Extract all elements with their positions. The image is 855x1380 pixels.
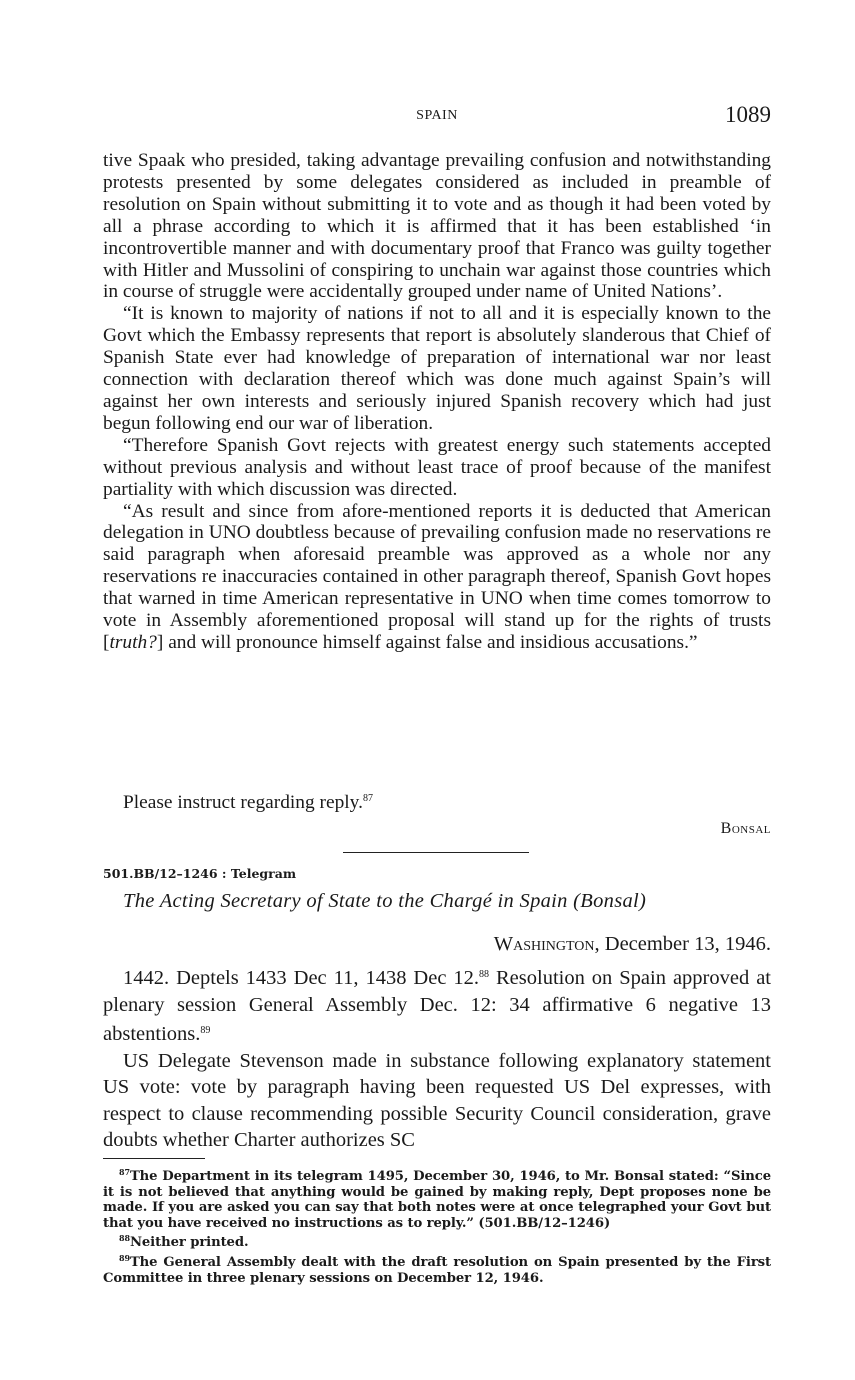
text-span: “As result and since from afore-mentioned reports it is deducted that American delegation in UNO doubtless because of prevailing confusion made no reservations re said paragraph when aforesaid preamble was approved as a whole nor any reservations re inaccuracies contained in other paragraph thereof, Spanish Govt hopes that warned in time American representative in UNO when time comes tomorrow to vote in Assembly aforementioned proposal will stand up for the rights of trusts [: [103, 500, 771, 653]
telegram-paragraph: US Delegate Stevenson made in substance following explanatory statement US vote: vote by paragraph having been requested US Del expresses, with respect to clause recommending possible Security Council consideration, grave doubts whether Charter authorizes SC: [103, 1049, 771, 1151]
telegram-paragraph: [103, 962, 771, 1048]
footnote-ref: 89: [200, 1025, 211, 1036]
body-paragraph: “It is known to majority of nations if not to all and it is especially known to the Govt which the Embassy represents that report is absolutely slanderous that Chief of Spanish State ever had knowledge of preparation of international war nor least connection with declaration thereof which was done much against Spain’s will against her own interests and seriously injured Spanish recovery which had just begun following end our war of liberation.: [103, 303, 771, 434]
footnote-ref: 87: [362, 793, 373, 804]
dateline-place: Washington: [493, 933, 595, 955]
running-title: SPAIN: [416, 108, 458, 123]
text-span: Resolution on Spain approved at plenary session General Assembly Dec. 12: 34 affirmative 6 negative 13 abstentions.: [103, 967, 771, 1045]
instruct-text: Please instruct regarding reply.: [123, 792, 363, 813]
footnote-text: Neither printed.: [129, 1235, 249, 1251]
footnote: [103, 1165, 771, 1231]
footnotes: [103, 1165, 771, 1286]
footnote-number: 89: [119, 1252, 130, 1263]
dateline-date: , December 13, 1946.: [594, 933, 771, 955]
body-text: [103, 150, 771, 654]
file-reference: 501.BB/12–1246 : Telegram: [103, 866, 297, 881]
text-span: ] and will pronounce himself against false and insidious accusations.”: [156, 631, 698, 653]
section-divider: [343, 852, 529, 853]
italic-insertion: truth?: [109, 631, 157, 653]
running-header: [103, 102, 771, 132]
signature: Bonsal: [720, 820, 771, 837]
page-number: 1089: [725, 102, 771, 127]
dateline: [494, 933, 771, 956]
footnote-number: 88: [119, 1233, 130, 1244]
body-paragraph-last: [103, 501, 771, 654]
body-paragraph: tive Spaak who presided, taking advantage prevailing confusion and notwithstanding protests presented by some delegates considered as included in preamble of resolution on Spain without submitting it to vote and as though it had been voted by all a phrase according to which it is affirmed that it has been established ‘in incontrovertible manner and with documentary proof that Franco was guilty together with Hitler and Mussolini of conspiring to unchain war against those countries which in course of struggle were accidentally grouped under name of United Nations’.: [103, 150, 771, 303]
title-name: Bonsal: [580, 890, 640, 912]
instruct-line: [123, 792, 373, 814]
footnote-text: The General Assembly dealt with the draft resolution on Spain presented by the First Committee in three plenary sessions on December 12, 1946.: [103, 1254, 771, 1286]
telegram-text: [103, 962, 771, 1154]
footnote-text: The Department in its telegram 1495, December 30, 1946, to Mr. Bonsal stated: “Since it is not believed that anything would be gained by making reply, Dept proposes none be made. If you are asked you can say that both notes were at once telegraphed your Govt but that you have received no instructions as to reply.” (501.BB/12–1246): [103, 1169, 771, 1231]
title-text-end: ): [639, 890, 647, 912]
footnote: [103, 1231, 771, 1251]
document-page: [103, 0, 771, 1380]
document-title: [123, 890, 646, 913]
body-paragraph: “Therefore Spanish Govt rejects with greatest energy such statements accepted without previous analysis and without least trace of proof because of the manifest partiality with which discussion was directed.: [103, 434, 771, 500]
footnote-number: 87: [119, 1167, 130, 1177]
text-span: 1442. Deptels 1433 Dec 11, 1438 Dec 12.: [123, 967, 480, 989]
title-text: The Acting Secretary of State to the Chargé in Spain (: [123, 890, 581, 912]
footnote-divider: [103, 1158, 205, 1159]
footnote-ref: 88: [479, 969, 490, 980]
footnote: [103, 1251, 771, 1286]
